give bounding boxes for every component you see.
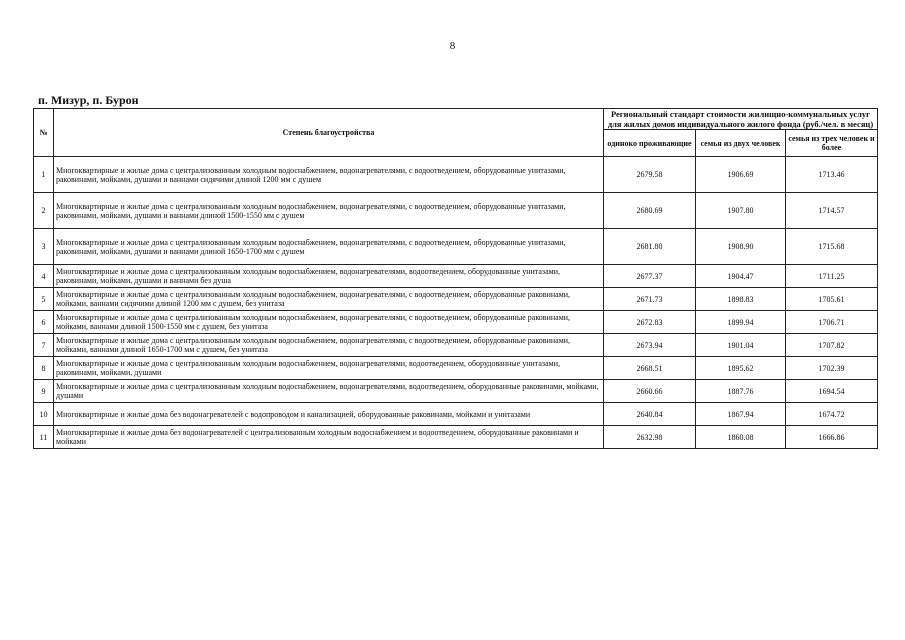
header-family-two: семья из двух человек [696, 130, 786, 157]
row-value-family-three: 1666.86 [786, 426, 878, 449]
row-description: Многоквартирные и жилые дома с централизованным холодным водоснабжением, водонагревателями, водоотведением, оборудованные унитазами, раковинами, мойками, душами [54, 357, 604, 380]
row-value-single: 2640.84 [604, 403, 696, 426]
table-row [34, 157, 878, 193]
table-row [34, 334, 878, 357]
row-value-family-three: 1702.39 [786, 357, 878, 380]
row-value-family-two: 1904.47 [696, 265, 786, 288]
table-row [34, 229, 878, 265]
table-row [34, 288, 878, 311]
row-value-family-three: 1674.72 [786, 403, 878, 426]
row-value-family-two: 1899.94 [696, 311, 786, 334]
row-description: Многоквартирные и жилые дома без водонагревателей с водопроводом и канализацией, оборудованные раковинами, мойками и унитазами [54, 403, 604, 426]
row-description: Многоквартирные и жилые дома с централизованным холодным водоснабжением, водонагревателями, водоотведением, оборудованные унитазами, раковинами, мойками, душами и ваннами без душа [54, 265, 604, 288]
header-family-three: семья из трех человек и более [786, 130, 878, 157]
row-value-single: 2679.58 [604, 157, 696, 193]
row-number: 3 [34, 229, 54, 265]
row-number: 8 [34, 357, 54, 380]
table-row [34, 357, 878, 380]
row-value-family-two: 1887.76 [696, 380, 786, 403]
row-value-single: 2671.73 [604, 288, 696, 311]
row-description: Многоквартирные и жилые дома с централизованным холодным водоснабжением, водонагревателями, с водоотведением, оборудованные раковинами, мойками, ваннами длиной 1650-1700 мм с душем, без унитаза [54, 334, 604, 357]
row-value-single: 2681.80 [604, 229, 696, 265]
row-value-family-two: 1901.04 [696, 334, 786, 357]
row-description: Многоквартирные и жилые дома без водонагревателей с централизованным холодным водоснабжением и водоотведением, оборудованные раковинами и мойками [54, 426, 604, 449]
row-description: Многоквартирные и жилые дома с централизованным холодным водоснабжением, водонагревателями, с водоотведением, оборудованные раковинами, мойками, ваннами длиной 1500-1550 мм с душем, без унитаза [54, 311, 604, 334]
row-value-family-two: 1906.69 [696, 157, 786, 193]
row-description: Многоквартирные и жилые дома с централизованным холодным водоснабжением, водонагревателями, водоотведением, оборудованные раковинами, мойками, душами [54, 380, 604, 403]
row-value-family-three: 1706.71 [786, 311, 878, 334]
row-number: 4 [34, 265, 54, 288]
table-row [34, 426, 878, 449]
row-number: 10 [34, 403, 54, 426]
row-value-family-three: 1707.82 [786, 334, 878, 357]
row-value-single: 2632.98 [604, 426, 696, 449]
row-number: 11 [34, 426, 54, 449]
row-number: 6 [34, 311, 54, 334]
row-value-single: 2672.83 [604, 311, 696, 334]
row-value-family-three: 1713.46 [786, 157, 878, 193]
header-number: № [34, 109, 54, 157]
row-value-family-two: 1907.80 [696, 193, 786, 229]
table-header-row [34, 109, 878, 130]
row-value-single: 2680.69 [604, 193, 696, 229]
table-row [34, 193, 878, 229]
row-value-single: 2660.66 [604, 380, 696, 403]
row-value-single: 2673.94 [604, 334, 696, 357]
row-description: Многоквартирные и жилые дома с централизованным холодным водоснабжением, водонагревателями, с водоотведением, оборудованные унитазами, раковинами, мойками, душами и ваннами длиной 1500-1550 мм с душем [54, 193, 604, 229]
row-value-family-three: 1694.54 [786, 380, 878, 403]
row-number: 9 [34, 380, 54, 403]
row-value-family-two: 1860.08 [696, 426, 786, 449]
row-value-family-two: 1908.90 [696, 229, 786, 265]
row-value-family-two: 1895.62 [696, 357, 786, 380]
row-description: Многоквартирные и жилые дома с централизованным холодным водоснабжением, водонагревателями, с водоотведением, оборудованные раковинами, мойками, ваннами сидячими длиной 1200 мм с душем, без унитаза [54, 288, 604, 311]
row-value-family-three: 1705.61 [786, 288, 878, 311]
tariff-table [33, 108, 878, 449]
row-value-family-two: 1867.94 [696, 403, 786, 426]
row-number: 7 [34, 334, 54, 357]
row-number: 5 [34, 288, 54, 311]
row-value-family-three: 1714.57 [786, 193, 878, 229]
row-value-family-three: 1711.25 [786, 265, 878, 288]
header-single: одиноко проживающие [604, 130, 696, 157]
page-number: 8 [449, 40, 456, 52]
table-row [34, 311, 878, 334]
row-value-single: 2668.51 [604, 357, 696, 380]
row-value-single: 2677.37 [604, 265, 696, 288]
row-number: 2 [34, 193, 54, 229]
table-row [34, 380, 878, 403]
row-description: Многоквартирные и жилые дома с централизованным холодным водоснабжением, водонагревателями, с водоотведением, оборудованные унитазами, раковинами, мойками, душами и ваннами сидячими длиной 1200 мм с душем [54, 157, 604, 193]
table-row [34, 265, 878, 288]
row-value-family-three: 1715.68 [786, 229, 878, 265]
header-description: Степень благоустройства [54, 109, 604, 157]
row-number: 1 [34, 157, 54, 193]
row-value-family-two: 1898.83 [696, 288, 786, 311]
table-row [34, 403, 878, 426]
locality-heading: п. Мизур, п. Бурон [38, 93, 139, 107]
header-standard: Региональный стандарт стоимости жилищно-коммунальных услуг для жилых домов индивидуального жилого фонда (руб./чел. в месяц) [604, 109, 878, 130]
row-description: Многоквартирные и жилые дома с централизованным холодным водоснабжением, водонагревателями, с водоотведением, оборудованные унитазами, раковинами, мойками, душами и ваннами длиной 1650-1700 мм с душем [54, 229, 604, 265]
table-body [34, 157, 878, 449]
